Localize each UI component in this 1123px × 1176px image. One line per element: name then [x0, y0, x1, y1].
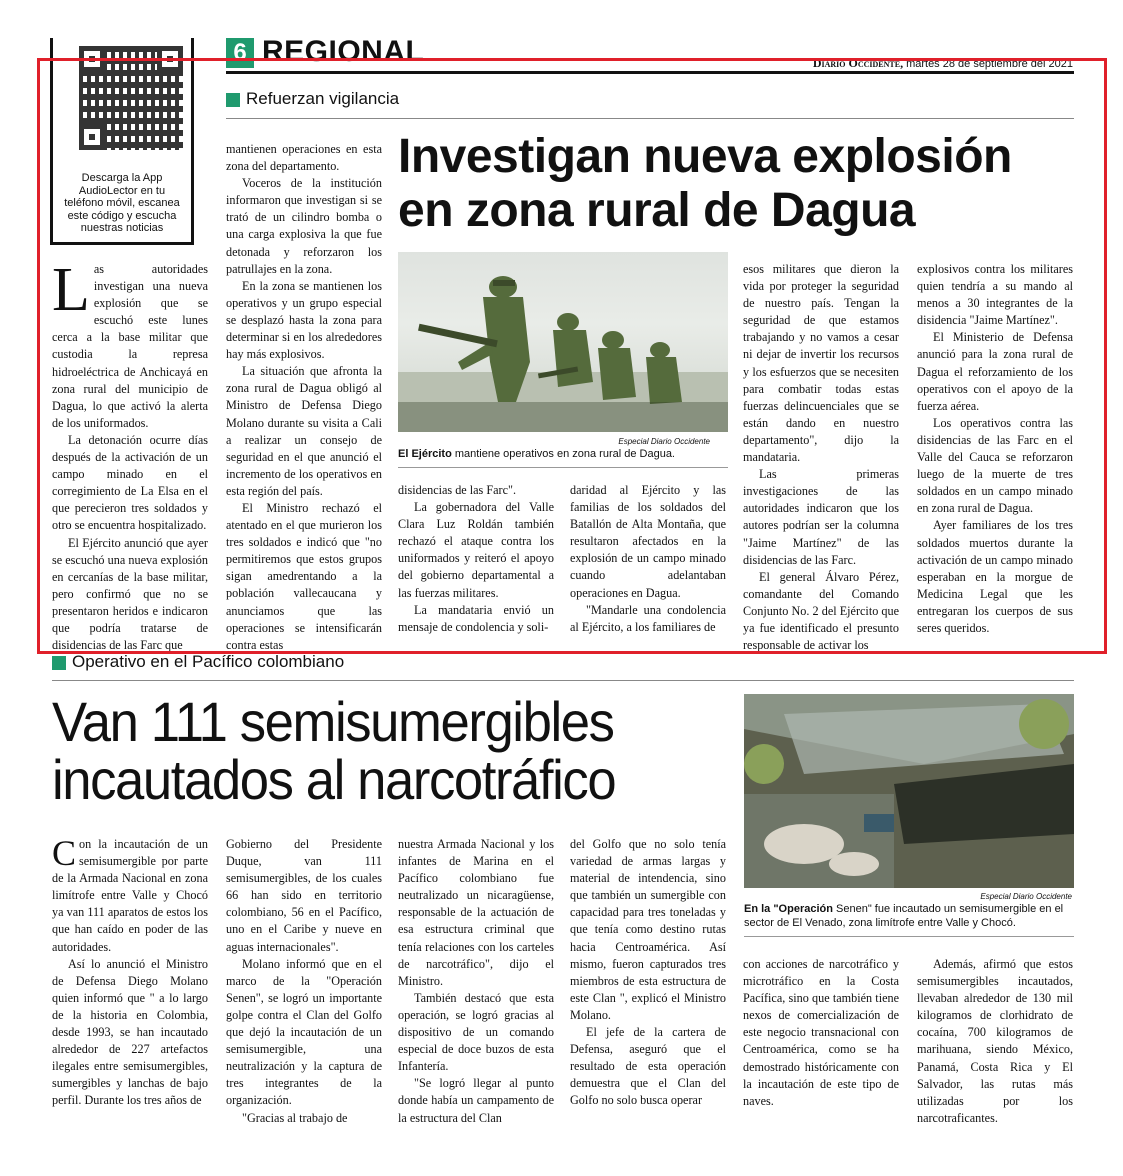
story2-col1-p1: Con la incautación de un semisumergible por parte de la Armada Nacional en zona limítrofe entre Valle y Chocó ya van 111 aparatos de estos los que han caído en poder de las autoridades. [52, 833, 208, 954]
header-date: martes 28 de septiembre del 2021 [906, 58, 1073, 70]
kicker-square-icon-2 [52, 656, 66, 670]
story2-headline [52, 690, 691, 811]
story2-kicker [52, 652, 345, 671]
story2-column-4 [570, 836, 726, 1128]
story1-col2-p5: El Ministro rechazó el atentado en el que murieron los tres soldados e indicó que "no permitiremos que estos grupos sigan amedrentando a la población vallecaucana y anunciamos que las operaciones se intensificarán contra estas [226, 500, 382, 652]
story2-col3-p2: También destacó que esta operación, se logró gracias al dispositivo de un comando especial de doce buzos de esta Infantería. [398, 990, 554, 1074]
story1-col1-p3: El Ejército anunció que ayer se escuchó una nueva explosión en cercanías de la base militar, pero confirmó que no se presentaron heridos e indicaron que podría tratarse de disidencias de las Farc que [52, 535, 208, 653]
story2-col2-p1: Gobierno del Presidente Duque, van 111 semisumergibles, de los cuales 66 han sido en territorio colombiano, 56 en el Pacífico, uno en el Caribe y nueve en aguas internacionales". [226, 837, 382, 954]
story1-col1-p1: Las autoridades investigan una nueva explosión que se escuchó este lunes cerca a la base militar que custodia la represa hidroeléctrica de Anchicayá en zona rural del municipio de Dagua, lo que activó la alerta de los uniformados. [52, 256, 208, 430]
story1-col6-p3: Los operativos contra las disidencias de las Farc en el Valle del Cauca se reforzaron luego de la muerte de tres soldados en un campo minado en zona rural de Dagua. [917, 415, 1073, 516]
story1-col5-p3: El general Álvaro Pérez, comandante del Comando Conjunto No. 2 del Ejército que ya fue identificado el presunto responsable de activar los [743, 569, 899, 653]
story2-column-5 [743, 956, 899, 1128]
story2-column-6 [917, 956, 1073, 1128]
story2-col6-p1: Además, afirmó que estos semisumergibles incautados, llevaban alrededor de 130 mil kilogramos de clorhidrato de cocaína, 700 kilogramos de marihuana, siendo México, Panamá, Costa Rica y El Salvador, las rutas más utilizadas por los narcotraficantes. [917, 957, 1073, 1125]
story2-photo-caption [744, 903, 1074, 930]
story1-col5-p2: Las primeras investigaciones de las autoridades indicaron que los autores podrían ser la columna "Jaime Martínez" de las disidencias de las Farc. [743, 467, 899, 567]
story2-column-3 [398, 836, 554, 1128]
story2-col3-p3: "Se logró llegar al punto donde había un campamento de la estructura del Clan [398, 1076, 554, 1125]
story2-col2-p3: "Gracias al trabajo de [242, 1110, 348, 1125]
story1-col6-p1: explosivos contra los militares quien tendría a su mando al menos a 30 integrantes de la disidencia "Jaime Martínez". [917, 262, 1073, 328]
story2-photo [744, 694, 1074, 888]
story2-caption-bold: En la "Operación [744, 903, 833, 915]
story1-col4-p2: "Mandarle una condolencia al Ejército, a los familiares de [570, 602, 726, 634]
highlight-frame [37, 58, 1107, 654]
page-number: 6 [233, 39, 247, 66]
story1-col3-p1: disidencias de las Farc". [398, 483, 517, 497]
story2-col5-p1: con acciones de narcotráfico y microtráfico en la Costa Pacífica, sino que también tiene nexos de comercialización de este negocio transnacional con Centroamérica, como se ha demostrado históricamente con la incautación de este tipo de naves. [743, 957, 899, 1108]
story2-column-1 [52, 833, 208, 1128]
story2-col3-p1: nuestra Armada Nacional y los infantes de Marina en el Pacífico colombiano fue neutralizado un nicaragüense, responsable de la actuación de esa estructura criminal que tenía relaciones con los carteles de narcotráfico", dijo el Ministro. [398, 837, 554, 988]
story2-dropcap: C [52, 833, 77, 873]
story1-col6-p2: El Ministerio de Defensa anunció para la zona rural de Dagua el reforzamiento de los operativos con el apoyo de la fuerza aérea. [917, 330, 1073, 413]
story1-col3-p3: La mandataria envió un mensaje de condolencia y soli- [398, 602, 554, 634]
story2-caption-rest: Senen" fue incautado un semisumergible en el sector de El Venado, zona limítrofe entre Valle y Chocó. [744, 903, 1064, 929]
story2-kicker-text: Operativo en el Pacífico colombiano [72, 652, 345, 671]
story2-col1-p2: Así lo anunció el Ministro de Defensa Diego Molano quien informó que " a lo largo de la historia en Colombia, desde 1993, se han incautado alrededor de 227 artefactos ilegales entre semisumergibles, sumergibles y lanchas de bajo perfil. Durante los tres años de [52, 956, 208, 1108]
paper-name: Diario Occidente, [812, 56, 904, 70]
story2-headline-line1: Van 111 semisumergibles [52, 690, 614, 753]
story2-col4-p2: El jefe de la cartera de Defensa, aseguró que el resultado de esta operación demuestra que el Clan del Golfo no solo busca operar [570, 1025, 726, 1108]
story1-caption-bold: El Ejército [398, 448, 452, 460]
story1-col2-p1: mantienen operaciones en esta zona del departamento. [226, 142, 382, 174]
story1-kicker-text: Refuerzan vigilancia [246, 89, 400, 108]
story2-headline-line2: incautados al narcotráfico [52, 748, 616, 811]
story1-col1-p2: La detonación ocurre días después de la activación de un campo minado en el corregimiento de La Elsa en el que perecieron tres soldados y otro se encuentra hospitalizado. [52, 432, 208, 533]
story1-col2-p3: En la zona se mantienen los operativos y un grupo especial se desplazó hasta la zona para determinar si en los alrededores hay más explosivos. [226, 278, 382, 362]
qr-caption: Descarga la App AudioLector en tu teléfono móvil, escanea este código y escucha nuestras noticias [64, 172, 180, 234]
story1-col3-p2: La gobernadora del Valle Clara Luz Roldán también rechazó el ataque contra los uniformados y reiteró el apoyo del gobierno departamental a las fuerzas militares. [398, 500, 554, 600]
story2-kicker-rule [52, 680, 1074, 681]
story1-headline-line1: Investigan nueva explosión [398, 130, 1012, 183]
story2-column-2 [226, 836, 382, 1128]
story2-col2-p2: Molano informó que en el marco de la "Operación Senen", se logró un importante golpe contra el Clan del Golfo que dejó la incautación de un semisumergible, una neutralización y la captura de tres integrantes de la organización. [226, 956, 382, 1108]
story2-col4-p1: del Golfo que no solo tenía variedad de armas largas y material de intendencia, sino que también un sumergible con capacidad para tres toneladas y que tenía como destino rutas hacia Centroamérica. Así mismo, fueron capturados tres miembros de esta estructura de este Clan ", explicó el Ministro Molano. [570, 837, 726, 1022]
story1-photo-credit: Especial Diario Occidente [618, 437, 710, 446]
story1-caption-rest: mantiene operativos en zona rural de Dagua. [451, 448, 675, 460]
story2-photo-credit: Especial Diario Occidente [980, 892, 1072, 901]
story1-col2-p4: La situación que afronta la zona rural de Dagua obligó al Ministro de Defensa Diego Molano durante su visita a Cali a realizar un consejo de seguridad en el que anunció el incremento de los operativos en esta región del país. [226, 364, 382, 498]
story1-col6-p4: Ayer familiares de los tres soldados muertos durante la activación de un campo minado esperaban en la morgue de Medicina Legal que les entregaran los cuerpos de sus seres queridos. [917, 518, 1073, 635]
story2-caption-rule [744, 936, 1074, 937]
semisubmersible-illustration [744, 694, 1074, 888]
story1-col5-p1: esos militares que dieron la vida por proteger la seguridad de nuestro país. Tengan la seguridad de que estamos trabajando y no vamos a cesar ni dejar de invertir los recursos y los esfuerzos que se necesiten para combatir todas estas fuerzas delincuenciales que se están dando en nuestro departamento", dijo la mandataria. [743, 262, 899, 465]
section-title: REGIONAL [262, 35, 425, 68]
story1-col4-p1: daridad al Ejército y las familias de los soldados del Batallón de Alta Montaña, que resultaron afectados en la explosión de un campo minado cuando adelantaban operaciones en Dagua. [570, 483, 726, 600]
story1-dropcap: L [52, 256, 90, 324]
story1-col2-p2: Voceros de la institución informaron que investigan si se trató de un cilindro bomba o una carga explosiva la que fue detonada y reforzaron los patrullajes en la zona. [226, 176, 382, 276]
story1-headline-line2: en zona rural de Dagua [398, 184, 916, 237]
